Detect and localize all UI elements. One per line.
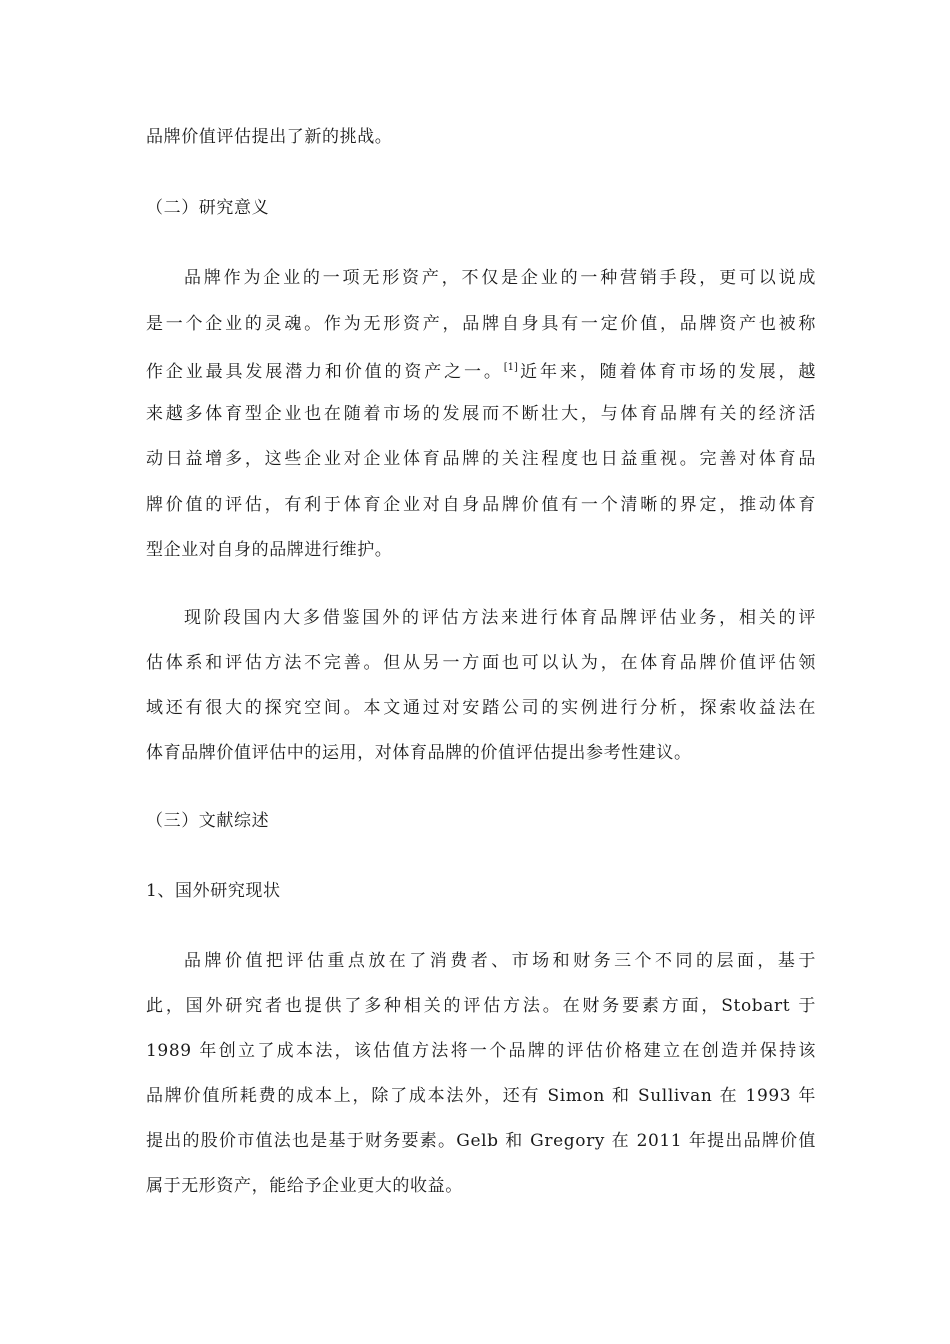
paragraph-line: 域还有很大的探究空间。本文通过对安踏公司的实例进行分析，探索收益法在	[146, 698, 816, 718]
paragraph-line: 体育品牌价值评估中的运用，对体育品牌的价值评估提出参考性建议。	[146, 743, 692, 763]
paragraph-line: 来越多体育型企业也在随着市场的发展而不断壮大，与体育品牌有关的经济活	[146, 404, 816, 424]
text-segment: 近年来，随着体育市场的发展，越	[517, 362, 816, 382]
paragraph-line: 品牌价值评估提出了新的挑战。	[146, 127, 393, 147]
paragraph-line: 品牌价值把评估重点放在了消费者、市场和财务三个不同的层面，基于	[184, 951, 816, 971]
citation-superscript: [1]	[503, 362, 518, 373]
paragraph-line: 现阶段国内大多借鉴国外的评估方法来进行体育品牌评估业务，相关的评	[184, 608, 816, 628]
section-heading-research-significance: （二）研究意义	[146, 198, 270, 218]
paragraph-line: 此，国外研究者也提供了多种相关的评估方法。在财务要素方面，Stobart 于	[146, 996, 816, 1016]
paragraph-line: 型企业对自身的品牌进行维护。	[146, 540, 393, 560]
subsection-heading-foreign-research: 1、国外研究现状	[146, 881, 281, 901]
paragraph-line: 属于无形资产，能给予企业更大的收益。	[146, 1176, 463, 1196]
paragraph-line: 动日益增多，这些企业对企业体育品牌的关注程度也日益重视。完善对体育品	[146, 449, 816, 469]
paragraph-line	[146, 357, 816, 383]
paragraph-line: 是一个企业的灵魂。作为无形资产，品牌自身具有一定价值，品牌资产也被称	[146, 314, 816, 334]
paragraph-line: 提出的股价市值法也是基于财务要素。Gelb 和 Gregory 在 2011 年提出品牌价值	[146, 1131, 816, 1151]
paragraph-line: 估体系和评估方法不完善。但从另一方面也可以认为，在体育品牌价值评估领	[146, 653, 816, 673]
section-heading-literature-review: （三）文献综述	[146, 811, 270, 831]
paragraph-line: 品牌作为企业的一项无形资产，不仅是企业的一种营销手段，更可以说成	[184, 268, 816, 288]
paragraph-line: 1989 年创立了成本法，该估值方法将一个品牌的评估价格建立在创造并保持该	[146, 1041, 816, 1061]
paragraph-line: 品牌价值所耗费的成本上，除了成本法外，还有 Simon 和 Sullivan 在 1993 年	[146, 1086, 816, 1106]
text-segment: 作企业最具发展潜力和价值的资产之一。	[146, 362, 504, 382]
paragraph-line: 牌价值的评估，有利于体育企业对自身品牌价值有一个清晰的界定，推动体育	[146, 495, 816, 515]
